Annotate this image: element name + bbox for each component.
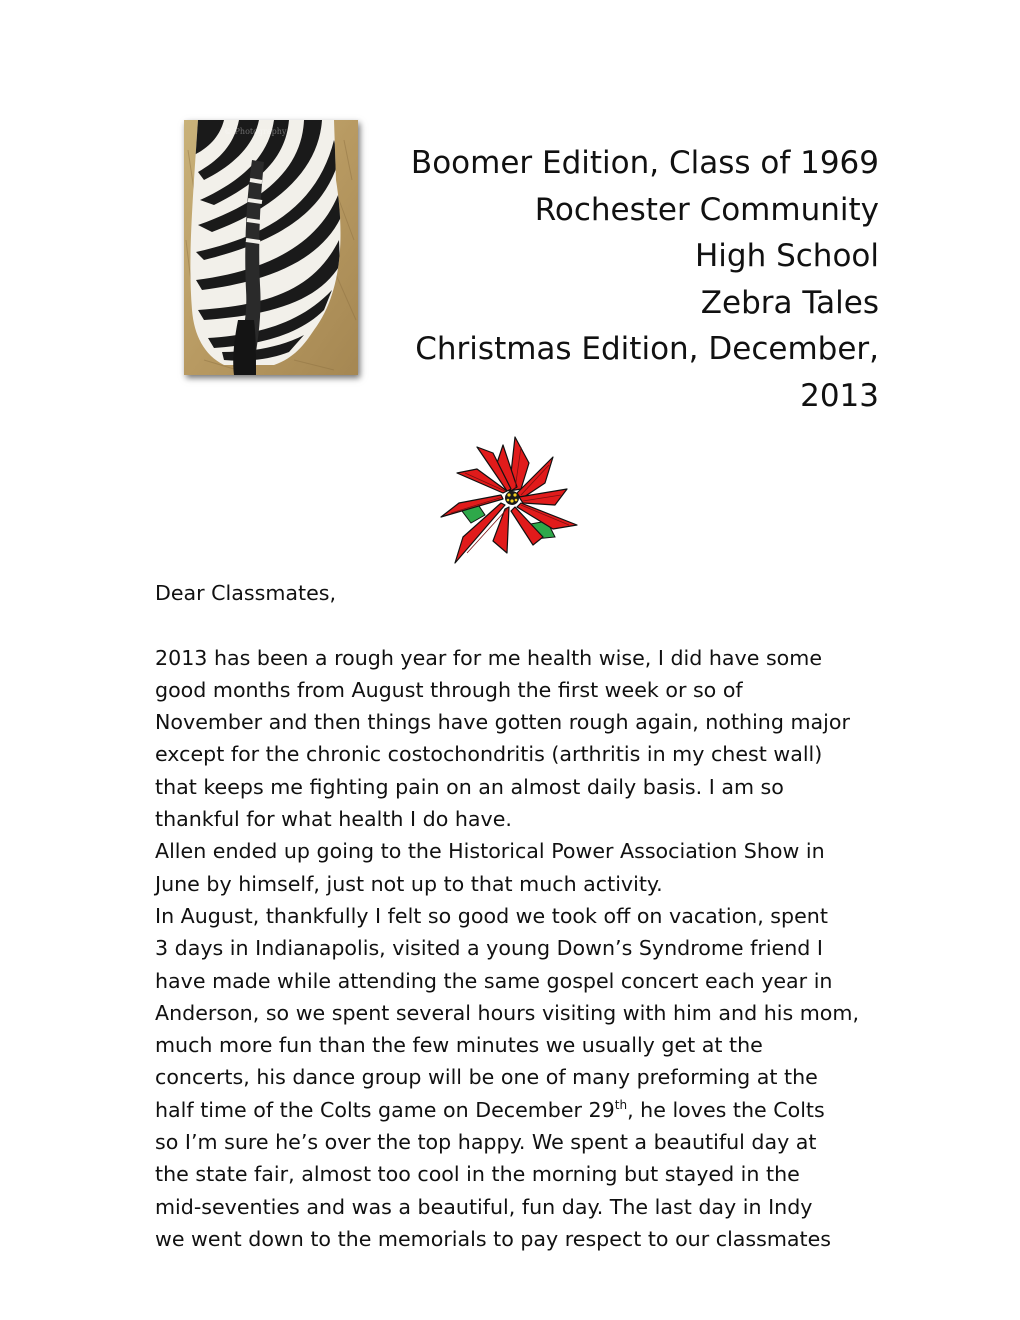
letter-line-with-superscript [155,1094,875,1126]
letter-line: we went down to the memorials to pay respect to our classmates [155,1226,832,1251]
title-line-newsletter-name: Zebra Tales [700,284,879,321]
letter-line: June by himself, just not up to that much activity. [155,871,663,896]
title-line-issue: Christmas Edition, December, [415,331,879,367]
line-text-after: , he loves the Colts [627,1097,825,1122]
zebra-rear-image [184,120,358,375]
letter-line: that keeps me fighting pain on an almost daily basis. I am so [155,774,784,799]
poinsettia-icon [437,433,583,573]
letter-line: concerts, his dance group will be one of many preforming at the [155,1065,818,1090]
letter-line: so I’m sure he’s over the top happy. We spent a beautiful day at [155,1130,817,1155]
svg-text:© Photography: © Photography [224,127,287,136]
title-line-school-name: Rochester Community [534,191,879,228]
letter-line: have made while attending the same gospel concert each year in [155,968,833,993]
letter-line: thankful for what health I do have. [155,807,512,832]
letter-line: mid-seventies and was a beautiful, fun day. The last day in Indy [155,1194,813,1219]
letter-line: In August, thankfully I felt so good we took off on vacation, spent [155,903,828,928]
letter-line: Anderson, so we spent several hours visiting with him and his mom, [155,1000,860,1025]
zebra-photo [184,120,358,375]
letter-line: good months from August through the first week or so of [155,677,743,702]
letter-line: Allen ended up going to the Historical Power Association Show in [155,839,825,864]
title-line-edition: Boomer Edition, Class of 1969 [410,145,879,181]
letter-body [155,577,875,1255]
title-line-school-type: High School [694,238,879,274]
newsletter-title [399,140,879,419]
title-line-year: 2013 [800,377,879,414]
letter-line: 3 days in Indianapolis, visited a young Down’s Syndrome friend I [155,936,823,961]
ordinal-superscript: th [614,1097,628,1112]
paragraph-gap [155,609,875,641]
letter-line: 2013 has been a rough year for me health wise, I did have some [155,645,823,670]
line-text-before: half time of the Colts game on December 29 [155,1097,615,1122]
letter-line: much more fun than the few minutes we usually get at the [155,1033,763,1058]
letter-line: November and then things have gotten rough again, nothing major [155,710,850,735]
letter-line: except for the chronic costochondritis (arthritis in my chest wall) [155,742,823,767]
letter-line: the state fair, almost too cool in the morning but stayed in the [155,1162,800,1187]
salutation: Dear Classmates, [155,581,337,605]
